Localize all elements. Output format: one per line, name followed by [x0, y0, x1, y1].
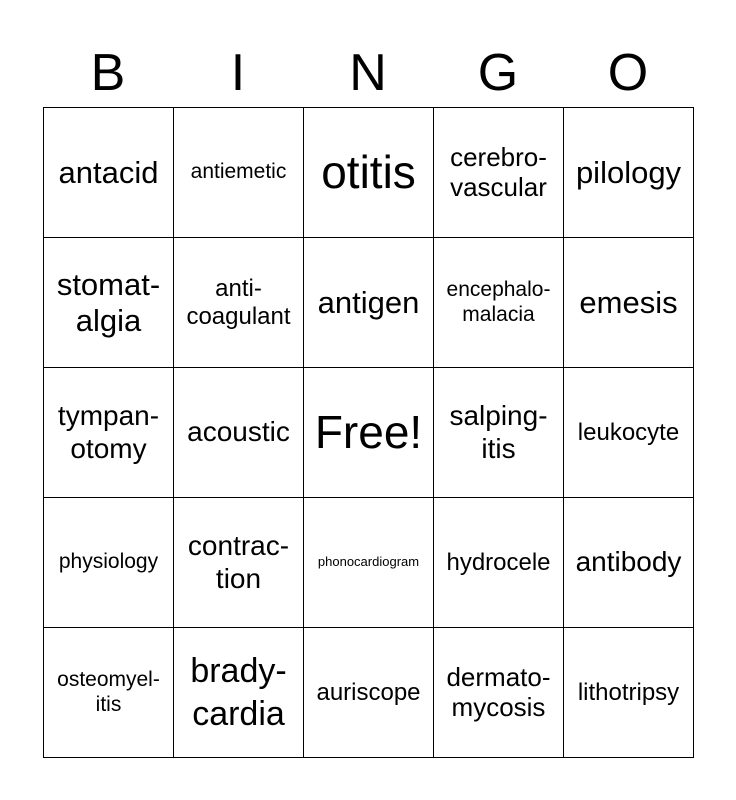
bingo-cell[interactable]	[44, 498, 174, 628]
header-letter-b: B	[90, 44, 126, 102]
free-space[interactable]	[304, 368, 434, 498]
header-letter-n: N	[349, 44, 387, 102]
cell-label: dermato- mycosis	[446, 661, 551, 722]
cell-label: auriscope	[316, 678, 421, 706]
bingo-cell[interactable]	[174, 498, 304, 628]
cell-label: contrac- tion	[187, 530, 290, 594]
cell-label: stomat- algia	[56, 266, 161, 338]
cell-label: antigen	[317, 284, 420, 320]
bingo-cell[interactable]	[304, 628, 434, 758]
bingo-cell[interactable]	[434, 498, 564, 628]
bingo-cell[interactable]	[174, 628, 304, 758]
cell-label: brady- cardia	[190, 652, 287, 733]
cell-label: otitis	[321, 146, 416, 199]
cell-label: salping- itis	[449, 400, 548, 464]
bingo-board	[43, 107, 694, 758]
bingo-cell[interactable]	[564, 238, 694, 368]
cell-label: emesis	[579, 284, 678, 320]
bingo-cell[interactable]	[304, 108, 434, 238]
cell-label: pilology	[575, 154, 682, 190]
bingo-cell[interactable]	[44, 238, 174, 368]
bingo-cell[interactable]	[564, 498, 694, 628]
cell-label: cerebro- vascular	[450, 141, 547, 202]
bingo-header	[43, 40, 693, 106]
cell-label: antiemetic	[190, 160, 287, 184]
cell-label: encephalo- malacia	[446, 278, 551, 326]
bingo-cell[interactable]	[174, 368, 304, 498]
bingo-cell[interactable]	[304, 498, 434, 628]
bingo-cell[interactable]	[44, 628, 174, 758]
header-letter-o: O	[607, 44, 649, 102]
bingo-cell[interactable]	[564, 108, 694, 238]
cell-label: antacid	[58, 154, 159, 190]
cell-label: hydrocele	[446, 548, 551, 576]
bingo-cell[interactable]	[434, 628, 564, 758]
cell-label: phonocardiogram	[317, 554, 420, 570]
free-space-label: Free!	[314, 406, 423, 459]
cell-label: physiology	[58, 550, 159, 574]
cell-label: lithotripsy	[577, 678, 680, 706]
bingo-cell[interactable]	[174, 108, 304, 238]
bingo-cell[interactable]	[174, 238, 304, 368]
bingo-cell[interactable]	[434, 108, 564, 238]
bingo-cell[interactable]	[434, 238, 564, 368]
bingo-cell[interactable]	[304, 238, 434, 368]
cell-label: acoustic	[187, 416, 290, 448]
header-letter-i: I	[230, 44, 246, 102]
bingo-cell[interactable]	[44, 368, 174, 498]
header-letter-g: G	[477, 44, 519, 102]
cell-label: antibody	[575, 546, 682, 578]
bingo-cell[interactable]	[564, 368, 694, 498]
bingo-cell[interactable]	[44, 108, 174, 238]
cell-label: tympan- otomy	[57, 400, 160, 464]
bingo-cell[interactable]	[434, 368, 564, 498]
bingo-cell[interactable]	[564, 628, 694, 758]
cell-label: leukocyte	[577, 418, 680, 446]
cell-label: osteomyel- itis	[57, 668, 160, 716]
cell-label: anti- coagulant	[186, 274, 291, 330]
